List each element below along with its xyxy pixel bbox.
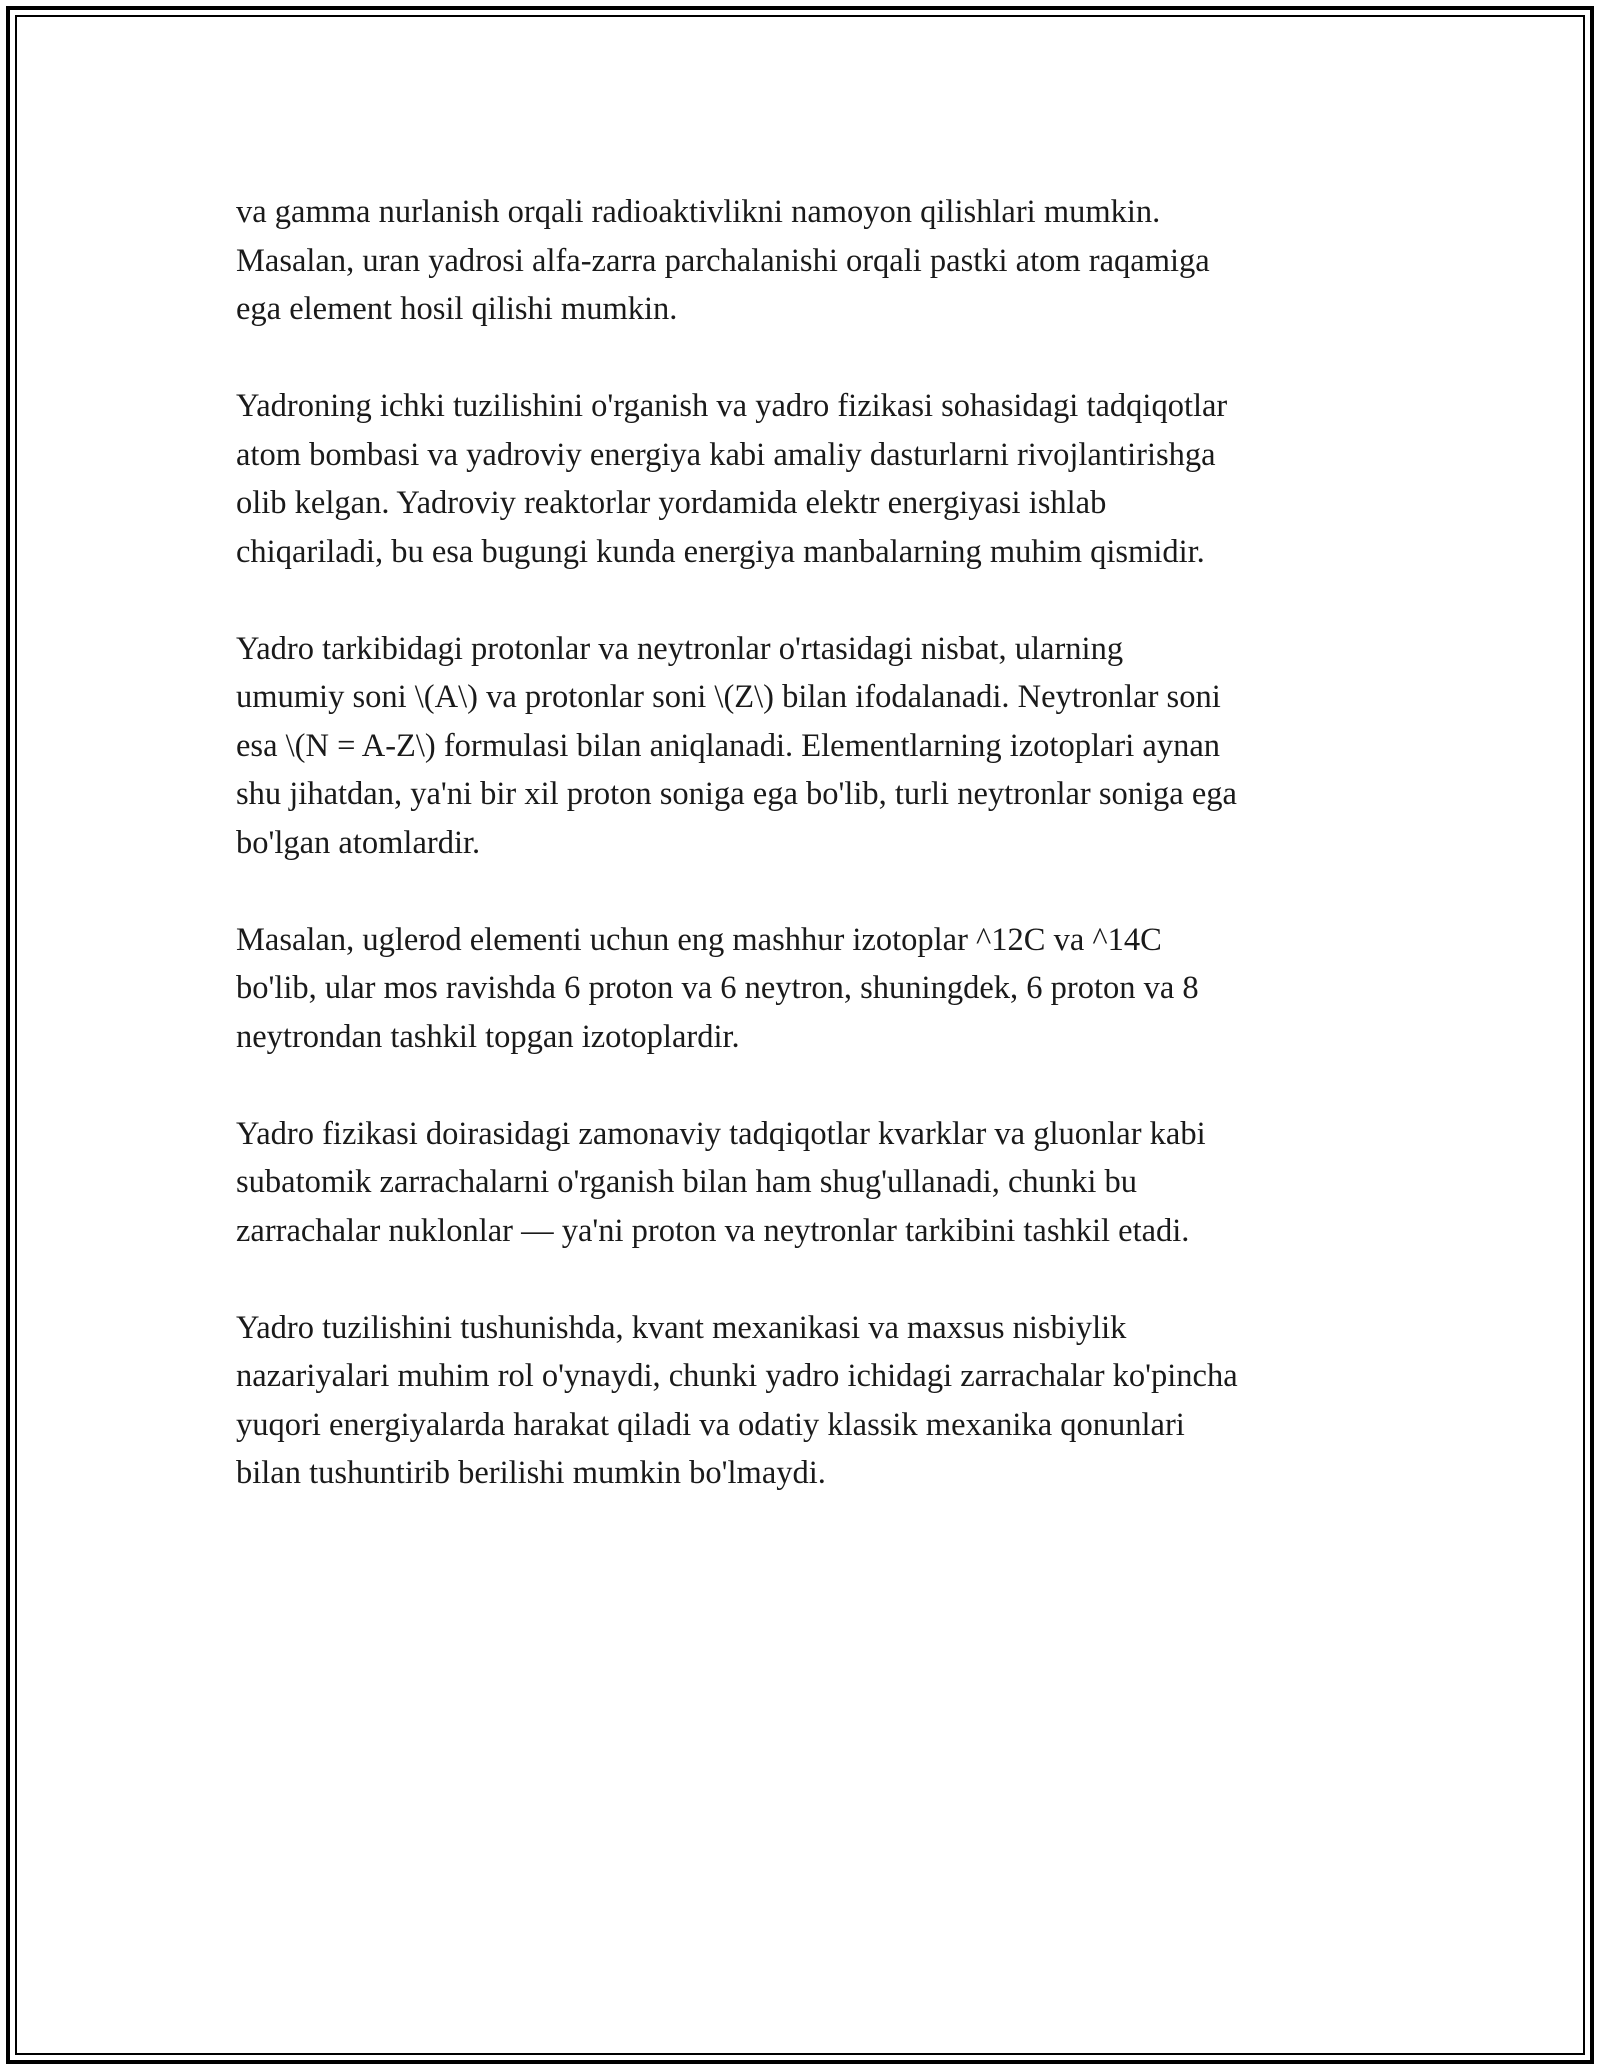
paragraph-6: Yadro tuzilishini tushunishda, kvant mexanikasi va maxsus nisbiylik nazariyalari muhim rol o'ynaydi, chunki yadro ichidagi zarrachalar ko'pincha yuqori energiyalarda harakat qiladi va odatiy klassik mexanika qonunlari bilan tushuntirib berilishi mumkin bo'lmaydi. bbox=[236, 1309, 1238, 1491]
paragraph-5: Yadro fizikasi doirasidagi zamonaviy tadqiqotlar kvarklar va gluonlar kabi subatomik zarrachalarni o'rganish bilan ham shug'ullanadi, chunki bu zarrachalar nuklonlar — ya'ni proton va neytronlar tarkibini tashkil etadi. bbox=[236, 1115, 1206, 1249]
paragraph-1: va gamma nurlanish orqali radioaktivlikni namoyon qilishlari mumkin. Masalan, uran yadrosi alfa-zarra parchalanishi orqali pastki atom raqamiga ega element hosil qilishi mumkin. bbox=[236, 194, 1210, 327]
paragraph-2: Yadroning ichki tuzilishini o'rganish va yadro fizikasi sohasidagi tadqiqotlar atom bombasi va yadroviy energiya kabi amaliy dasturlarni rivojlantirishga olib kelgan. Yadroviy reaktorlar yordamida elektr energiyasi ishlab chiqariladi, bu esa bugungi kunda energiya manbalarning muhim qismidir. bbox=[236, 388, 1228, 570]
document-body bbox=[236, 188, 1376, 1546]
paragraph-3: Yadro tarkibidagi protonlar va neytronlar o'rtasidagi nisbat, ularning umumiy soni \(A\) va protonlar soni \(Z\) bilan ifodalanadi. Neytronlar soni esa \(N = A-Z\) formulasi bilan aniqlanadi. Elementlarning izotoplari aynan shu jihatdan, ya'ni bir xil proton soniga ega bo'lib, turli neytronlar soniga ega bo'lgan atomlardir. bbox=[236, 630, 1237, 861]
paragraph-4: Masalan, uglerod elementi uchun eng mashhur izotoplar ^12C va ^14C bo'lib, ular mos ravishda 6 proton va 6 neytron, shuningdek, 6 proton va 8 neytrondan tashkil topgan izotoplardir. bbox=[236, 921, 1199, 1055]
